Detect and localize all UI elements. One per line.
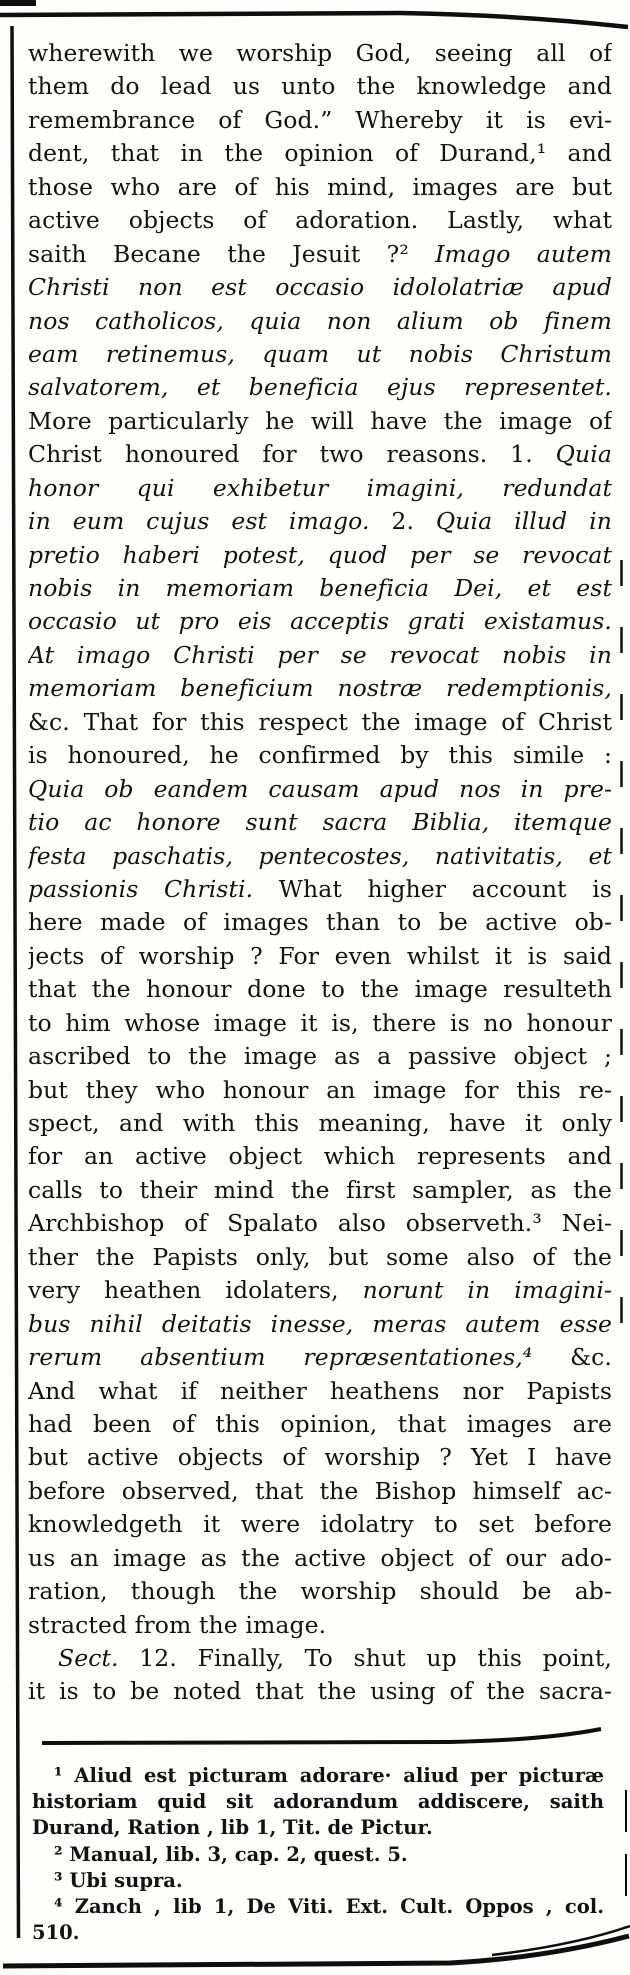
top-rule xyxy=(0,13,628,27)
text-segment: passionis Christi. xyxy=(28,874,254,903)
text-segment: to him whose image it is, there is no honour xyxy=(28,1008,612,1037)
text-line xyxy=(28,906,612,939)
footnote-separator-rule xyxy=(42,1729,601,1743)
text-segment: And what if neither heathens nor Papists xyxy=(28,1376,612,1405)
text-line xyxy=(28,338,612,371)
text-line xyxy=(28,572,612,605)
text-line xyxy=(28,1575,612,1608)
left-rule xyxy=(12,26,19,1938)
text-line xyxy=(28,505,612,538)
footnote-line xyxy=(32,1789,604,1815)
text-segment: Quia xyxy=(555,440,612,469)
text-line xyxy=(28,973,612,1006)
text-segment: salvatorem, et beneficia ejus representet. xyxy=(28,373,612,402)
text-line xyxy=(28,1642,612,1675)
text-segment: us an image as the active object of our ado- xyxy=(28,1543,612,1572)
text-segment: remembrance of God.” Whereby it is evi- xyxy=(28,105,612,134)
text-segment: ration, though the worship should be ab- xyxy=(28,1577,612,1606)
text-line xyxy=(28,1308,612,1341)
text-line xyxy=(28,472,612,505)
text-line xyxy=(28,1508,612,1541)
text-segment: rerum absentium repræsentationes,⁴ xyxy=(28,1343,533,1372)
text-segment: Sect. xyxy=(58,1644,119,1672)
text-segment: stracted from the image. xyxy=(28,1610,327,1639)
text-line xyxy=(28,639,612,672)
text-line xyxy=(28,706,612,739)
text-segment: norunt in imagini- xyxy=(362,1276,612,1305)
footnote-line xyxy=(32,1815,604,1841)
text-segment: but they who honour an image for this re- xyxy=(28,1075,612,1104)
text-line xyxy=(28,1341,612,1374)
text-line xyxy=(28,104,612,137)
text-segment: ⁴ Zanch , lib 1, De Viti. Ext. Cult. Oppos , col. xyxy=(54,1894,604,1918)
text-segment: active objects of adoration. Lastly, what xyxy=(28,206,612,235)
text-segment: More particularly he will have the image of xyxy=(28,406,612,435)
main-text-column xyxy=(28,37,612,1709)
text-segment: before observed, that the Bishop himself ac- xyxy=(28,1476,612,1505)
text-segment: wherewith we worship God, seeing all of xyxy=(28,39,612,67)
text-line xyxy=(28,739,612,772)
text-line xyxy=(28,806,612,839)
text-segment: Quia illud in xyxy=(435,507,612,536)
footnote-line xyxy=(32,1763,604,1789)
text-segment: had been of this opinion, that images are xyxy=(28,1409,612,1438)
text-line xyxy=(28,672,612,705)
text-line xyxy=(28,1274,612,1307)
text-line xyxy=(28,371,612,404)
text-segment: pretio haberi potest, quod per se revocat xyxy=(28,540,612,569)
text-segment: is honoured, he confirmed by this simile : xyxy=(28,741,612,770)
footnote-line xyxy=(32,1868,604,1894)
text-line xyxy=(28,70,612,103)
text-segment: Imago autem xyxy=(435,239,612,268)
text-line xyxy=(28,1475,612,1508)
text-line xyxy=(28,1241,612,1274)
text-line xyxy=(28,873,612,906)
text-line xyxy=(28,1207,612,1240)
text-line xyxy=(28,1408,612,1441)
text-segment: ther the Papists only, but some also of the xyxy=(28,1242,612,1271)
text-line xyxy=(28,1375,612,1408)
text-segment: eam retinemus, quam ut nobis Christum xyxy=(28,339,612,368)
text-line xyxy=(28,1074,612,1107)
footnote-line xyxy=(32,1894,604,1920)
text-segment: honor qui exhibetur imagini, redundat xyxy=(28,473,612,502)
text-segment: nobis in memoriam beneficia Dei, et est xyxy=(28,574,612,602)
text-segment: Archbishop of Spalato also observeth.³ Nei- xyxy=(28,1209,612,1238)
text-segment: &c. That for this respect the image of Christ xyxy=(28,707,612,736)
text-segment: in eum cujus est imago. xyxy=(28,507,370,536)
text-segment: saith Becane the Jesuit ?² xyxy=(28,239,436,268)
text-segment: memoriam beneficium nostræ redemptionis, xyxy=(28,674,612,703)
text-segment: Quia ob eandem causam apud nos in pre- xyxy=(28,774,612,803)
text-segment: ascribed to the image as a passive object ; xyxy=(28,1042,612,1071)
text-segment: it is to be noted that the using of the sacra- xyxy=(28,1677,612,1706)
text-segment: 12. Finally, To shut up this point, xyxy=(118,1644,612,1672)
text-segment: ² Manual, lib. 3, cap. 2, quest. 5. xyxy=(54,1842,408,1866)
text-line xyxy=(28,1040,612,1073)
text-segment: spect, and with this meaning, have it only xyxy=(28,1109,612,1137)
text-line xyxy=(28,940,612,973)
text-line xyxy=(28,1542,612,1575)
text-line xyxy=(28,1140,612,1173)
text-segment: occasio ut pro eis acceptis grati existamus. xyxy=(28,607,612,636)
text-segment: tio ac honore sunt sacra Biblia, itemque xyxy=(28,808,612,837)
text-segment: dent, that in the opinion of Durand,¹ and xyxy=(28,139,612,168)
text-line xyxy=(28,238,612,271)
text-segment: bus nihil deitatis inesse, meras autem esse xyxy=(28,1309,612,1338)
text-segment: At imago Christi per se revocat nobis in xyxy=(28,640,612,669)
text-line xyxy=(28,605,612,638)
text-line xyxy=(28,1441,612,1474)
text-segment: them do lead us unto the knowledge and xyxy=(28,72,612,101)
text-segment: knowledgeth it were idolatry to set before xyxy=(28,1510,612,1539)
text-segment: those who are of his mind, images are but xyxy=(28,172,612,201)
text-segment: jects of worship ? For even whilst it is said xyxy=(28,941,612,970)
text-segment: nos catholicos, quia non alium ob finem xyxy=(28,306,612,335)
text-segment: Durand, Ration , lib 1, Tit. de Pictur. xyxy=(32,1816,433,1840)
text-line xyxy=(28,773,612,806)
text-segment: ³ Ubi supra. xyxy=(54,1868,183,1892)
text-line xyxy=(28,438,612,471)
text-segment: here made of images than to be active ob- xyxy=(28,908,612,937)
text-line xyxy=(28,1007,612,1040)
text-segment: What higher account is xyxy=(253,874,612,903)
text-segment: &c. xyxy=(532,1343,612,1372)
text-line xyxy=(28,271,612,304)
text-line xyxy=(28,1675,612,1708)
footnote-line xyxy=(32,1842,604,1868)
text-line xyxy=(28,171,612,204)
text-segment: historiam quid sit adorandum addiscere, saith xyxy=(32,1790,604,1814)
text-line xyxy=(28,305,612,338)
text-line xyxy=(28,840,612,873)
text-line xyxy=(28,204,612,237)
text-line xyxy=(28,1107,612,1140)
footnotes-block xyxy=(32,1763,604,1946)
text-segment: ¹ Aliud est picturam adorare· aliud per picturæ xyxy=(54,1764,604,1787)
footnote-line xyxy=(32,1920,604,1946)
text-segment: 510. xyxy=(32,1921,80,1945)
text-line xyxy=(28,539,612,572)
text-segment: 2. xyxy=(369,507,436,536)
text-segment: Christ honoured for two reasons. 1. xyxy=(28,440,556,469)
text-segment: that the honour done to the image resulteth xyxy=(28,975,612,1004)
text-line xyxy=(28,37,612,70)
text-segment: very heathen idolaters, xyxy=(28,1276,363,1305)
text-line xyxy=(28,1174,612,1207)
text-line xyxy=(28,1609,612,1642)
text-segment: Christi non est occasio idololatriæ apud xyxy=(28,273,612,302)
text-line xyxy=(28,137,612,170)
text-segment: but active objects of worship ? Yet I have xyxy=(28,1443,612,1472)
text-segment: calls to their mind the first sampler, as the xyxy=(28,1175,612,1204)
text-segment: for an active object which represents and xyxy=(28,1142,612,1171)
text-segment: festa paschatis, pentecostes, nativitatis, et xyxy=(28,841,612,870)
text-line xyxy=(28,405,612,438)
